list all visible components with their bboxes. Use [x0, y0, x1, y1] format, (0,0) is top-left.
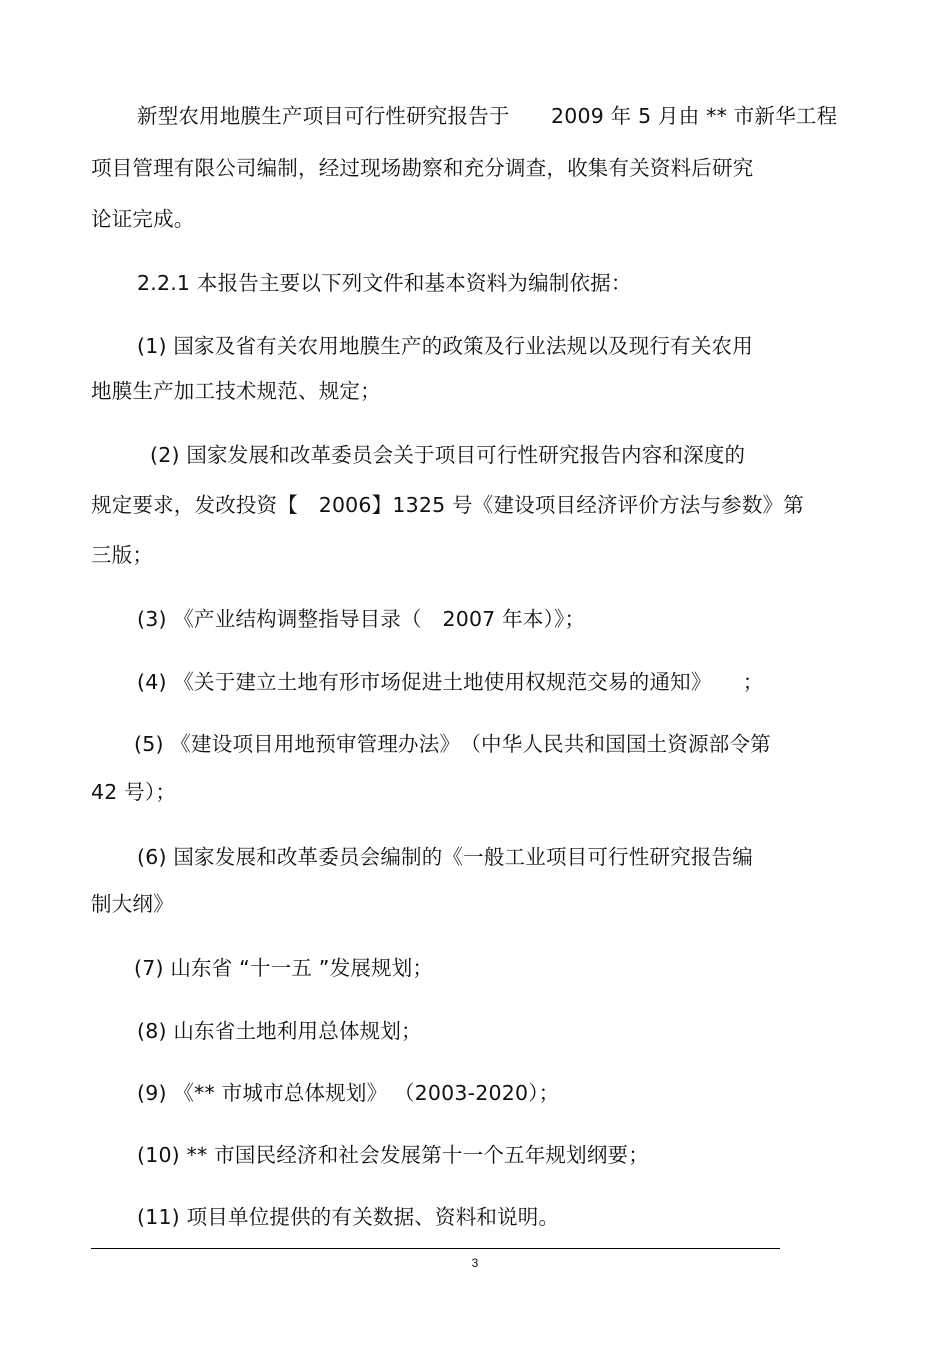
- paragraph-intro-line-3: 论证完成。: [91, 207, 195, 231]
- list-item-6-line-2: 制大纲》: [91, 892, 174, 916]
- list-item-1-line-2: 地膜生产加工技术规范、规定；: [91, 379, 381, 403]
- list-item-10: (10) ** 市国民经济和社会发展第十一个五年规划纲要；: [137, 1143, 649, 1167]
- list-item-8: (8) 山东省土地利用总体规划；: [137, 1019, 422, 1043]
- list-item-9: (9) 《** 市城市总体规划》 （2003-2020）；: [137, 1081, 560, 1105]
- list-item-11: (11) 项目单位提供的有关数据、资料和说明。: [137, 1205, 560, 1229]
- list-item-3: (3) 《产业结构调整指导目录（ 2007 年本）》；: [137, 607, 586, 631]
- list-item-6-line-1: (6) 国家发展和改革委员会编制的《一般工业项目可行性研究报告编: [137, 845, 753, 869]
- footer-divider: [91, 1248, 780, 1249]
- list-item-7: (7) 山东省 “十一五 ”发展规划；: [134, 956, 434, 980]
- list-item-4: (4) 《关于建立土地有形市场促进土地使用权规范交易的通知》 ；: [137, 670, 764, 694]
- paragraph-intro-line-1: 新型农用地膜生产项目可行性研究报告于 2009 年 5 月由 ** 市新华工程: [137, 104, 838, 128]
- page-number: 3: [471, 1256, 479, 1270]
- list-item-5-line-2: 42 号）；: [91, 780, 177, 804]
- list-item-1-line-1: (1) 国家及省有关农用地膜生产的政策及行业法规以及现行有关农用: [137, 334, 753, 358]
- list-item-2-line-2: 规定要求，发改投资【 2006】1325 号《建设项目经济评价方法与参数》第: [91, 493, 804, 517]
- paragraph-intro-line-2: 项目管理有限公司编制，经过现场勘察和充分调查，收集有关资料后研究: [91, 156, 754, 180]
- section-heading-2-2-1: 2.2.1 本报告主要以下列文件和基本资料为编制依据：: [137, 271, 632, 295]
- list-item-2-line-3: 三版；: [91, 543, 154, 567]
- list-item-5-line-1: (5) 《建设项目用地预审管理办法》 （中华人民共和国国土资源部令第: [134, 732, 771, 756]
- list-item-2-line-1: (2) 国家发展和改革委员会关于项目可行性研究报告内容和深度的: [150, 443, 746, 467]
